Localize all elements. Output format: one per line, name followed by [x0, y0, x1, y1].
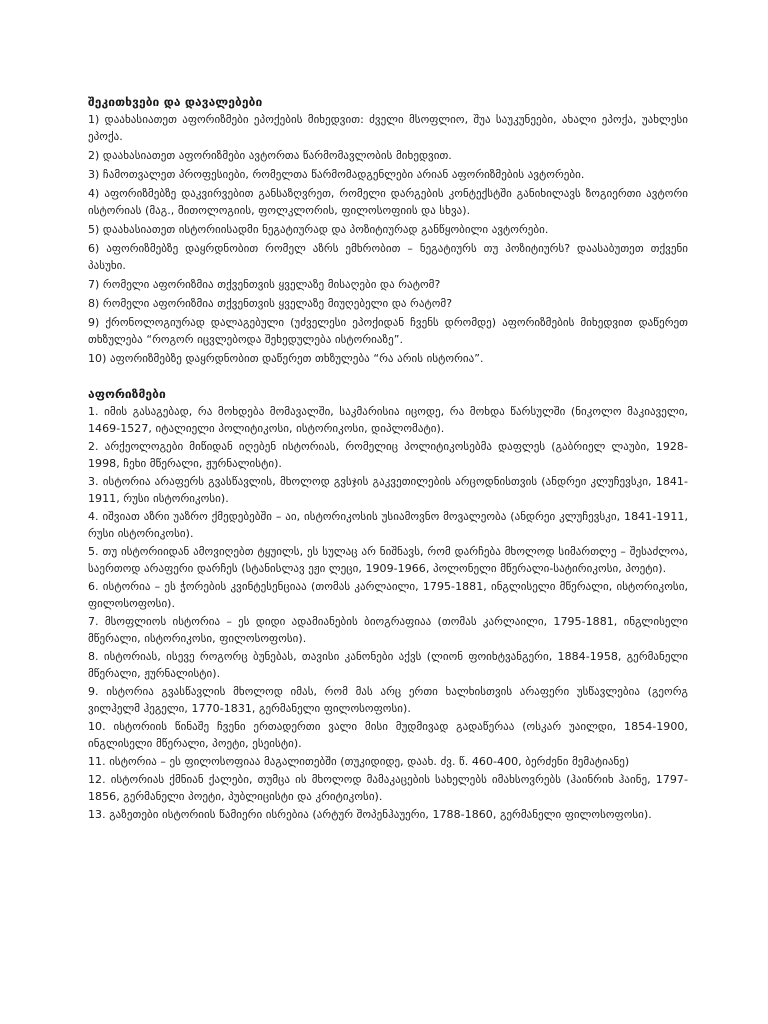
question-item: 3) ჩამოთვალეთ პროფესიები, რომელთა წარმომადგენლები არიან აფორიზმების ავტორები. [88, 168, 585, 181]
aphorism-item: 5. თუ ისტორიიდან ამოვიღებთ ტყუილს, ეს სულაც არ ნიშნავს, რომ დარჩება მხოლოდ სიმართლე – შესაძლოა, საერთოდ არაფერი დარჩეს (სტანისლავ ეჟი ლეცი, 1909-1966, პოლონელი მწერალი-სატირიკოსი, პოეტი). [88, 545, 688, 575]
question-item: 4) აფორიზმებზე დაკვირვებით განსაზღვრეთ, რომელი დარგების კონტექსტში განიხილავს ზოგიერთი ავტორი ისტორიას (მაგ., მითოლოგიის, ფოლკლორის, ფილოსოფიის და სხვა). [88, 187, 688, 217]
aphorism-item: 8. ისტორიას, ისევე როგორც ბუნებას, თავისი კანონები აქვს (ლიონ ფოიხტვანგერი, 1884-1958, გერმანელი მწერალი, ჟურნალისტი). [88, 650, 688, 680]
question-item: 7) რომელი აფორიზმია თქვენთვის ყველაზე მისაღები და რატომ? [88, 278, 441, 291]
question-item: 8) რომელი აფორიზმია თქვენთვის ყველაზე მიუღებელი და რატომ? [88, 297, 453, 310]
aphorism-item: 4. იშვიათ აზრი უაზრო ქმედებებში – აი, ისტორიკოსის უსიამოვნო მოვალეობა (ანდრეი კლუჩევსკი, 1841-1911, რუსი ისტორიკოსი). [88, 510, 688, 540]
aphorism-item: 1. იმის გასაგებად, რა მოხდება მომავალში, საკმარისია იცოდე, რა მოხდა წარსულში (ნიკოლო მაკიაველი, 1469-1527, იტალიელი პოლიტიკოსი, ისტორიკოსი, დიპლომატი). [88, 405, 688, 435]
questions-section [88, 93, 688, 367]
aphorism-item: 6. ისტორია – ეს ჭორების კვინტესენციაა (თომას კარლაილი, 1795-1881, ინგლისელი მწერალი, ისტორიკოსი, ფილოსოფოსი). [88, 580, 688, 610]
question-item: 5) დაახასიათეთ ისტორიისადმი ნეგატიურად და პოზიტიურად განწყობილი ავტორები. [88, 223, 549, 236]
aphorism-item: 9. ისტორია გვასწავლის მხოლოდ იმას, რომ მას არც ერთი ხალხისთვის არაფერი უსწავლებია (გეორგ ვილჰელმ ჰეგელი, 1770-1831, გერმანელი ფილოსოფოსი). [88, 685, 688, 715]
question-item: 10) აფორიზმებზე დაყრდნობით დაწერეთ თხზულება “რა არის ისტორია”. [88, 352, 484, 365]
question-item: 2) დაახასიათეთ აფორიზმები ავტორთა წარმომავლობის მიხედვით. [88, 149, 452, 162]
aphorism-item: 3. ისტორია არაფერს გვასწავლის, მხოლოდ გვსჯის გაკვეთილების არცოდნისთვის (ანდრეი კლუჩევსკი, 1841-1911, რუსი ისტორიკოსი). [88, 475, 688, 505]
document-page [88, 93, 688, 824]
aphorisms-section [88, 385, 688, 823]
aphorism-item: 12. ისტორიას ქმნიან ქალები, თუმცა ის მხოლოდ მამაკაცების სახელებს იმახსოვრებს (ჰაინრიხ ჰაინე, 1797-1856, გერმანელი პოეტი, პუბლიცისტი და კრიტიკოსი). [88, 773, 688, 803]
aphorism-item: 13. გაზეთები ისტორიის წამიერი ისრებია (არტურ შოპენჰაუერი, 1788-1860, გერმანელი ფილოსოფოსი). [88, 808, 652, 821]
aphorism-item: 2. არქეოლოგები მიწიდან იღებენ ისტორიას, რომელიც პოლიტიკოსებმა დაფლეს (გაბრიელ ლაუბი, 1928-1998, ჩეხი მწერალი, ჟურნალისტი). [88, 440, 688, 470]
aphorisms-heading: აფორიზმები [88, 387, 166, 401]
aphorism-item: 11. ისტორია – ეს ფილოსოფიაა მაგალითებში (თუკიდიდე, დაახ. ძვ. წ. 460-400, ბერძენი მემატიანე) [88, 755, 630, 768]
question-item: 9) ქრონოლოგიურად დალაგებული (უძველესი ეპოქიდან ჩვენს დრომდე) აფორიზმების მიხედვით დაწერეთ თხზულება “როგორ იცვლებოდა შეხედულება ისტორიაზე”. [88, 316, 688, 346]
question-item: 6) აფორიზმებზე დაყრდნობით რომელ აზრს ემხრობით – ნეგატიურს თუ პოზიტიურს? დაასაბუთეთ თქვენი პასუხი. [88, 242, 688, 272]
aphorism-item: 10. ისტორიის წინაშე ჩვენი ერთადერთი ვალი მისი მუდმივად გადაწერაა (ოსკარ უაილდი, 1854-1900, ინგლისელი მწერალი, პოეტი, ესეისტი). [88, 720, 688, 750]
aphorism-item: 7. მსოფლიოს ისტორია – ეს დიდი ადამიანების ბიოგრაფიაა (თომას კარლაილი, 1795-1881, ინგლისელი მწერალი, ისტორიკოსი, ფილოსოფოსი). [88, 615, 688, 645]
question-item: 1) დაახასიათეთ აფორიზმები ეპოქების მიხედვით: ძველი მსოფლიო, შუა საუკუნეები, ახალი ეპოქა, უახლესი ეპოქა. [88, 113, 688, 143]
questions-heading: შეკითხვები და დავალებები [88, 95, 263, 109]
